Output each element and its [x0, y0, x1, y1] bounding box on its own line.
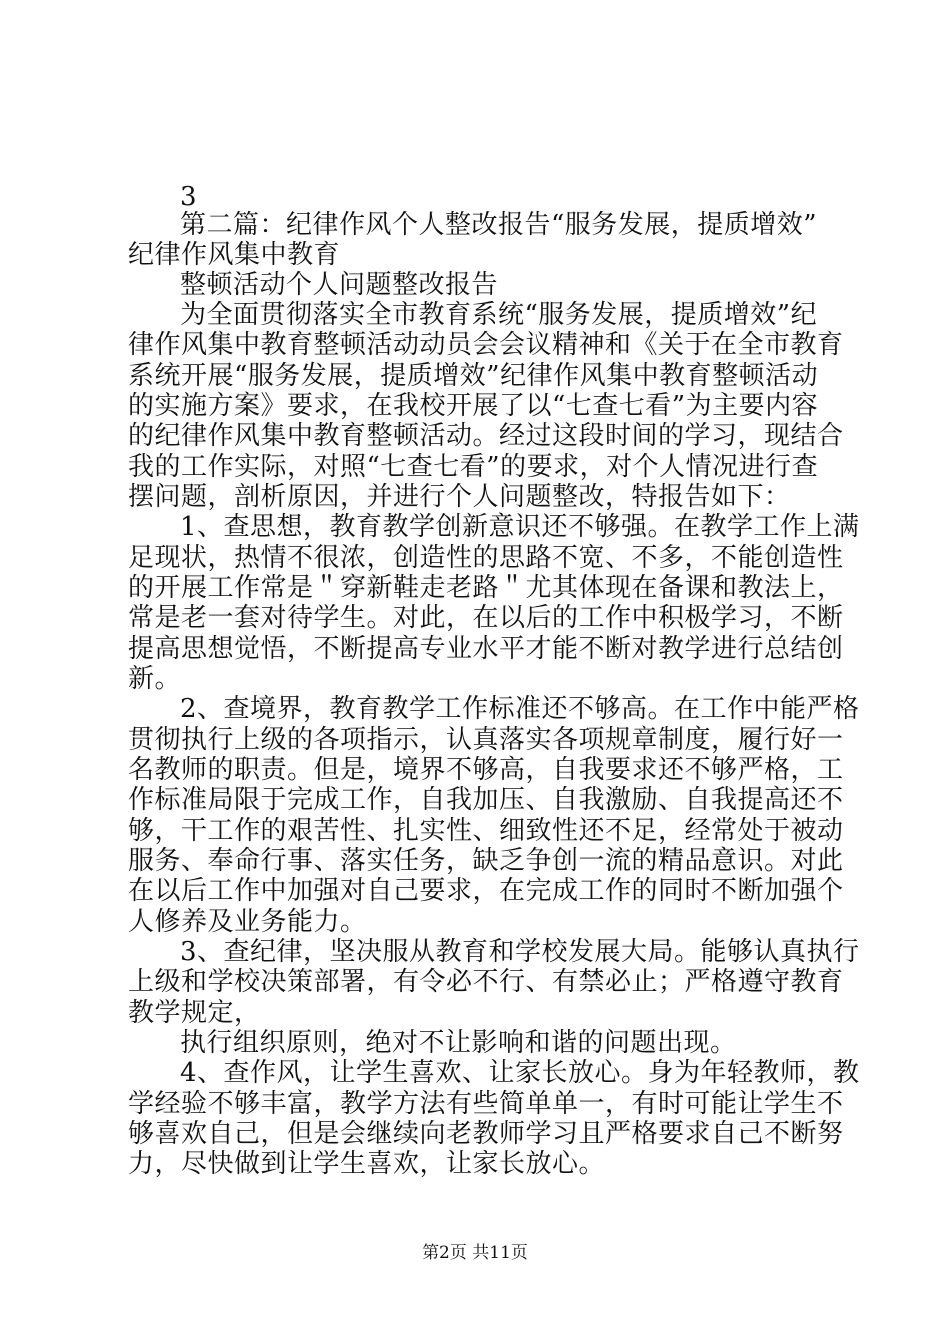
text-line: 名教师的职责。但是，境界不够高，自我要求还不够严格，工	[128, 755, 844, 785]
text-line: 3、查纪律，坚决服从教育和学校发展大局。能够认真执行	[180, 937, 860, 967]
heading-line-2: 纪律作风集中教育	[128, 240, 341, 270]
text-line: 上级和学校决策部署，有令必不行、有禁必止；严格遵守教育	[128, 967, 844, 997]
text-line: 4、查作风，让学生喜欢、让家长放心。身为年轻教师，教	[180, 1058, 860, 1088]
text-line: 1、查思想，教育教学创新意识还不够强。在教学工作上满	[180, 512, 860, 542]
text-line: 够，干工作的艰苦性、扎实性、细致性还不足，经常处于被动	[128, 816, 844, 846]
text-line: 贯彻执行上级的各项指示，认真落实各项规章制度，履行好一	[128, 725, 844, 755]
text-line: 教学规定，	[128, 998, 261, 1028]
text-line: 作标准局限于完成工作，自我加压、自我激励、自我提高还不	[128, 785, 844, 815]
text-line: 人修养及业务能力。	[128, 907, 367, 937]
text-line: 系统开展“服务发展，提质增效”纪律作风集中教育整顿活动	[128, 361, 819, 391]
text-line: 的实施方案》要求，在我校开展了以“七查七看”为主要内容	[128, 391, 819, 421]
heading-line-1: 第二篇：纪律作风个人整改报告“服务发展，提质增效”	[180, 210, 818, 240]
text-line: 的开展工作常是＂穿新鞋走老路＂尤其体现在备课和教法上，	[128, 573, 844, 603]
text-line: 学经验不够丰富，教学方法有些简单单一，有时可能让学生不	[128, 1089, 844, 1119]
text-line: 摆问题，剖析原因，并进行个人问题整改，特报告如下：	[128, 482, 791, 512]
heading-line-3: 整顿活动个人问题整改报告	[180, 270, 499, 300]
text-line: 2、查境界，教育教学工作标准还不够高。在工作中能严格	[180, 694, 860, 724]
text-line: 为全面贯彻落实全市教育系统“服务发展，提质增效”纪	[180, 300, 818, 330]
text-line: 提高思想觉悟，不断提高专业水平才能不断对教学进行总结创	[128, 634, 844, 664]
text-line: 我的工作实际，对照“七查七看”的要求，对个人情况进行查	[128, 452, 819, 482]
page-footer: 第2页 共11页	[422, 1243, 528, 1263]
text-line: 执行组织原则，绝对不让影响和谐的问题出现。	[180, 1028, 737, 1058]
text-line: 服务、奉命行事、落实任务，缺乏争创一流的精品意识。对此	[128, 846, 844, 876]
text-line: 力，尽快做到让学生喜欢，让家长放心。	[128, 1149, 606, 1179]
top-page-marker: 3	[180, 182, 197, 212]
text-line: 新。	[128, 664, 182, 694]
text-line: 足现状，热情不很浓，创造性的思路不宽、不多，不能创造性	[128, 543, 844, 573]
text-line: 的纪律作风集中教育整顿活动。经过这段时间的学习，现结合	[128, 421, 844, 451]
text-line: 在以后工作中加强对自己要求，在完成工作的同时不断加强个	[128, 876, 844, 906]
text-line: 够喜欢自己，但是会继续向老教师学习且严格要求自己不断努	[128, 1119, 844, 1149]
text-line: 常是老一套对待学生。对此，在以后的工作中积极学习，不断	[128, 603, 844, 633]
text-line: 律作风集中教育整顿活动动员会会议精神和《关于在全市教育	[128, 330, 844, 360]
